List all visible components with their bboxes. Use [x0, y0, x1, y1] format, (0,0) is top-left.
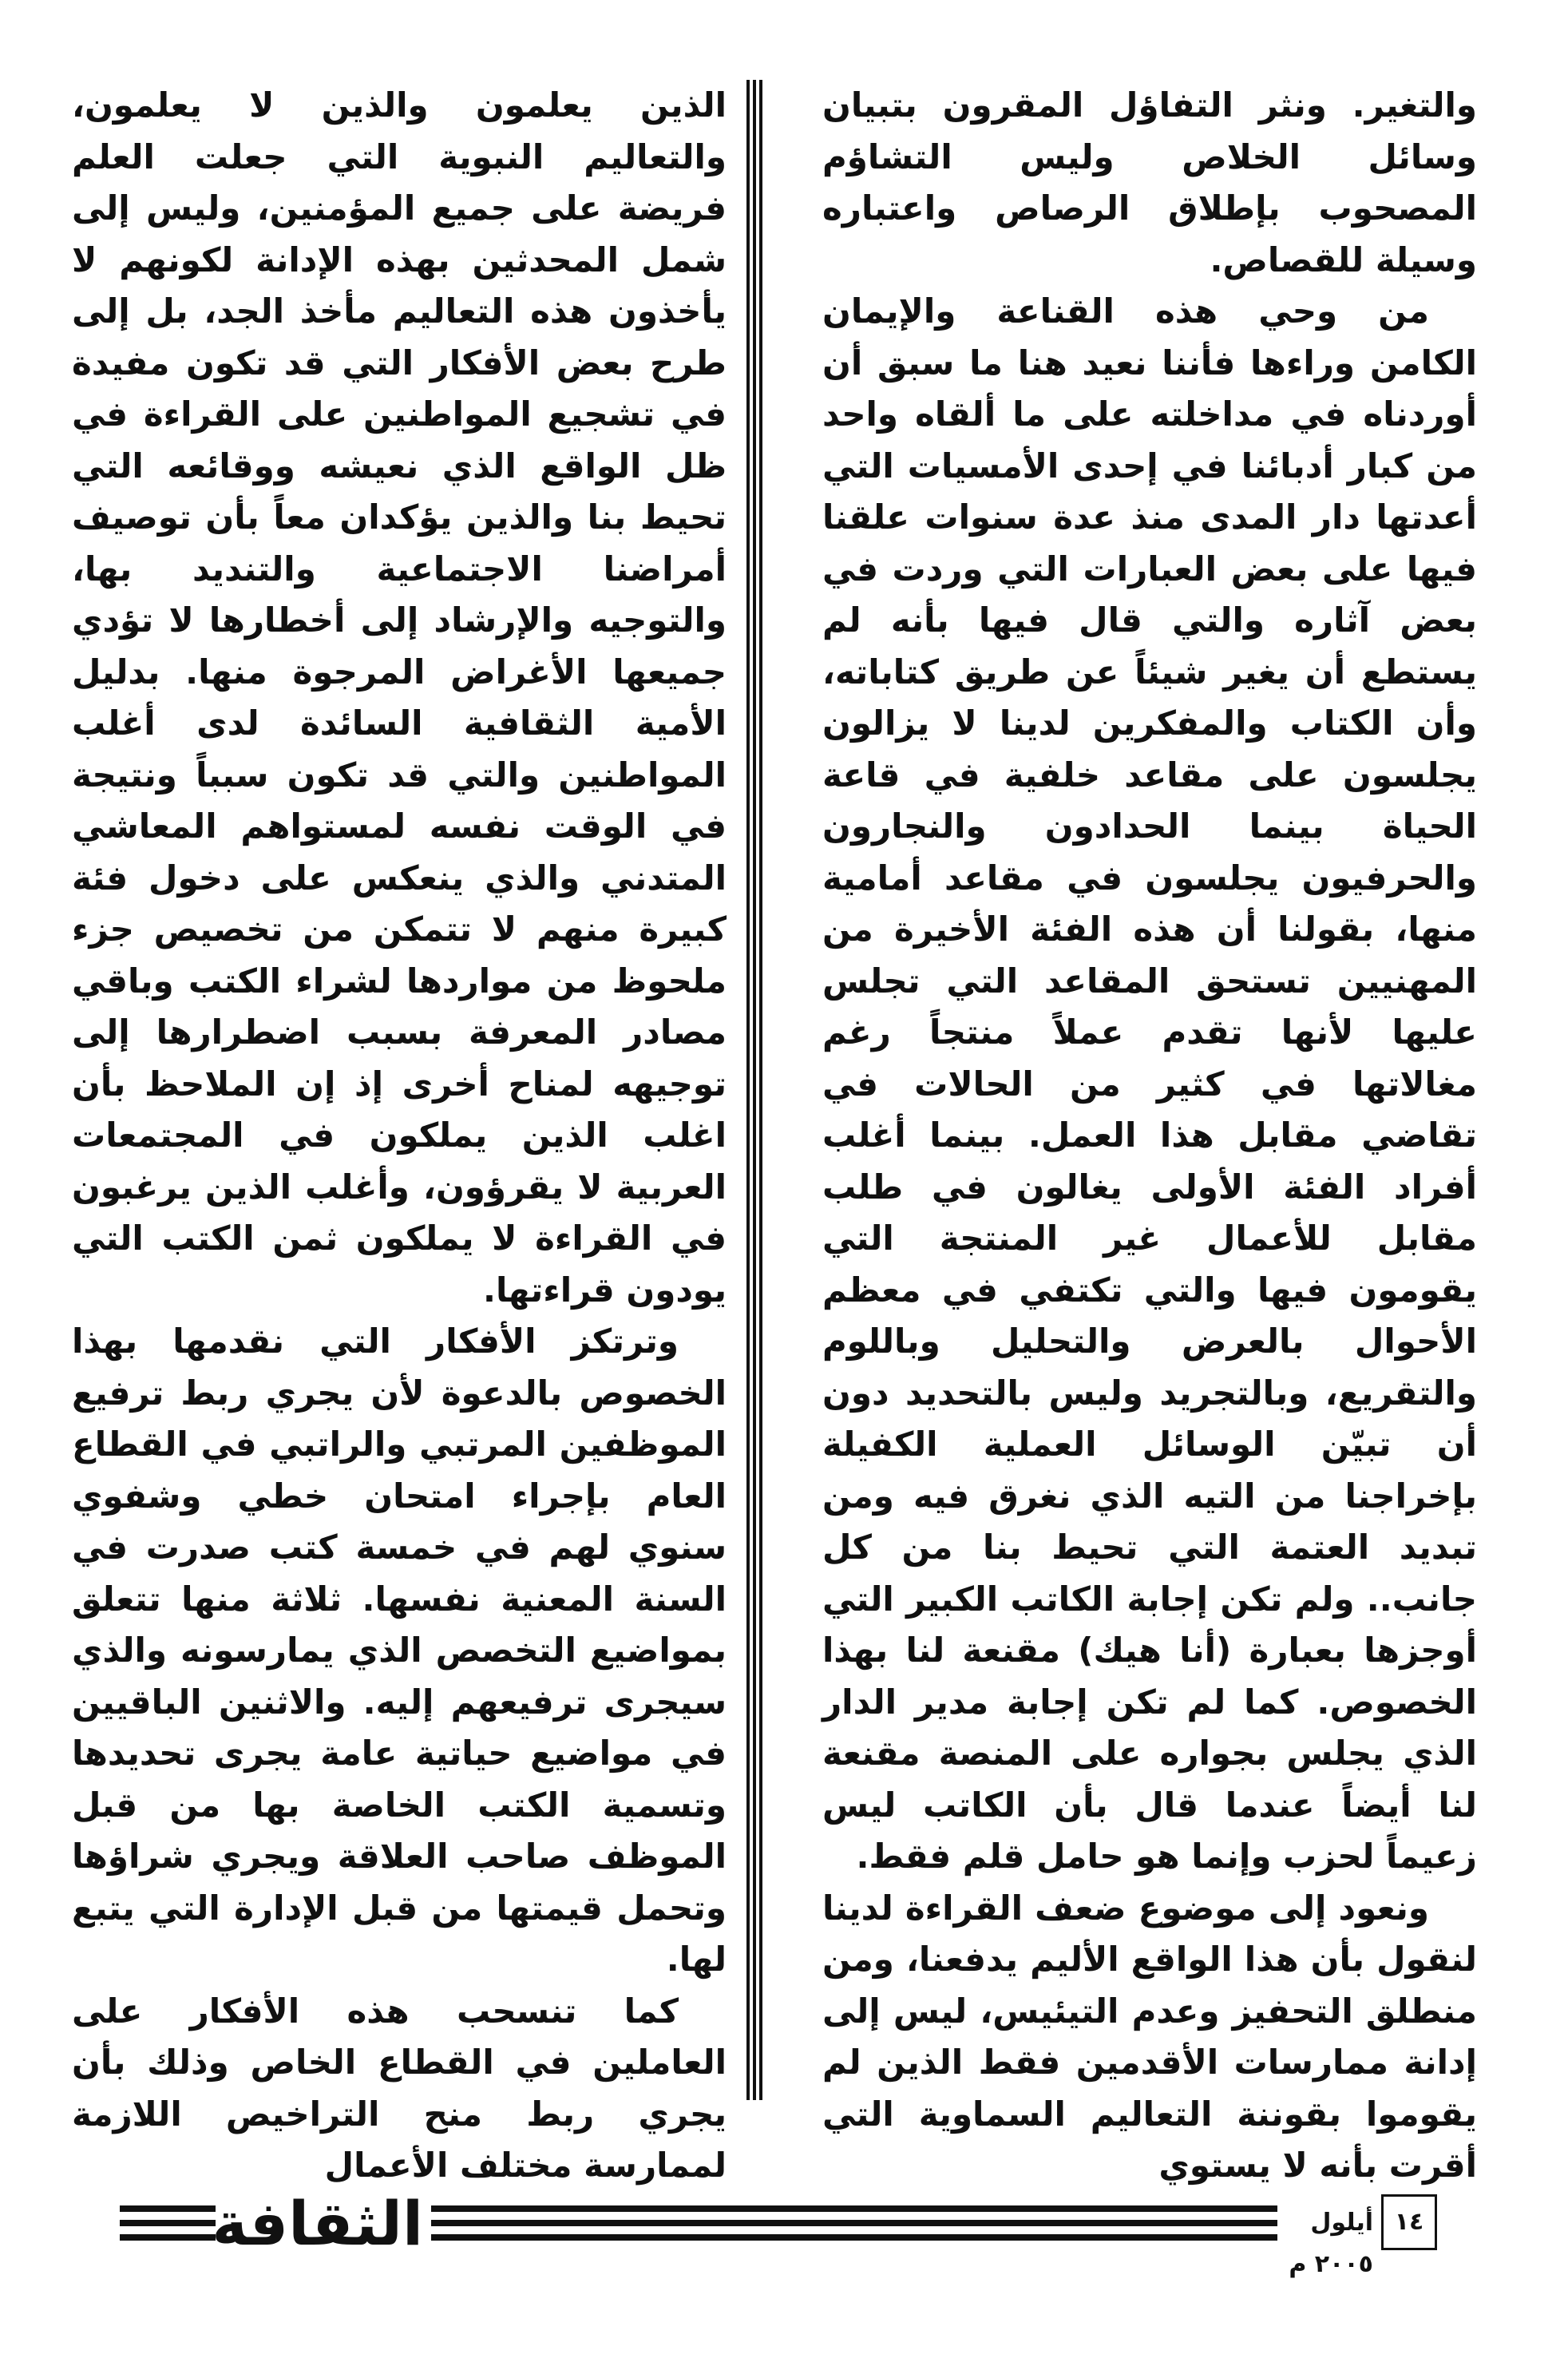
- paragraph: وترتكز الأفكار التي نقدمها بهذا الخصوص بالدعوة لأن يجري ربط ترفيع الموظفين المرتبي والراتبي في القطاع العام بإجراء امتحان خطي وشفوي سنوي لهم في خمسة كتب صدرت في السنة المعنية نفسها. ثلاثة منها تتعلق بمواضيع التخصص الذي يمارسونه والذي سيجرى ترفيعهم إليه. والاثنين الباقيين في مواضيع حياتية عامة يجرى تحديدها وتسمية الكتب الخاصة بها من قبل الموظف صاحب العلاقة ويجري شراؤها وتحمل قيمتها من قبل الإدارة التي يتبع لها.: [72, 1322, 727, 1979]
- footer-rule: [120, 2220, 216, 2226]
- footer-rule: [431, 2205, 1277, 2212]
- footer-rule: [120, 2205, 216, 2212]
- footer-rule: [431, 2234, 1277, 2241]
- issue-date: أيلول ٢٠٠٥ م: [1289, 2209, 1373, 2278]
- column-divider: [746, 80, 762, 2100]
- paragraph: والتغير. ونثر التفاؤل المقرون بتبيان وسائل الخلاص وليس التشاؤم المصحوب بإطلاق الرصاص واعتباره وسيلة للقصاص.: [822, 85, 1477, 279]
- paragraph: من وحي هذه القناعة والإيمان الكامن وراءها فأننا نعيد هنا ما سبق أن أوردناه في مداخلته على ما ألقاه واحد من كبار أدبائنا في إحدى الأمسيات التي أعدتها دار المدى منذ عدة سنوات علقنا فيها على بعض العبارات التي وردت في بعض آثاره والتي قال فيها بأنه لم يستطع أن يغير شيئاً عن طريق كتاباته، وأن الكتاب والمفكرين لدينا لا يزالون يجلسون على مقاعد خلفية في قاعة الحياة بينما الحدادون والنجارون والحرفيون يجلسون في مقاعد أمامية منها، بقولنا أن هذه الفئة الأخيرة من المهنيين تستحق المقاعد التي تجلس عليها لأنها تقدم عملاً منتجاً رغم مغالاتها في كثير من الحالات في تقاضي مقابل هذا العمل. بينما أغلب أفراد الفئة الأولى يغالون في طلب مقابل للأعمال غير المنتجة التي يقومون فيها والتي تكتفي في معظم الأحوال بالعرض والتحليل وباللوم والتقريع، وبالتجريد وليس بالتحديد دون أن تبيّن الوسائل العملية الكفيلة بإخراجنا من التيه الذي نغرق فيه ومن تبديد العتمة التي تحيط بنا من كل جانب.. ولم تكن إجابة الكاتب الكبير التي أوجزها بعبارة (أنا هيك) مقنعة لنا بهذا الخصوص. كما لم تكن إجابة مدير الدار الذي يجلس بجواره على المنصة مقنعة لنا أيضاً عندما قال بأن الكاتب ليس زعيماً لحزب وإنما هو حامل قلم فقط.: [822, 291, 1477, 1876]
- page-number: ١٤: [1381, 2194, 1437, 2250]
- page-footer: [120, 2188, 1469, 2278]
- article-column-left: [72, 80, 727, 2185]
- paragraph: ونعود إلى موضوع ضعف القراءة لدينا لنقول بأن هذا الواقع الأليم يدفعنا، ومن منطلق التحفيز وعدم التيئيس، ليس إلى إدانة ممارسات الأقدمين فقط الذين لم يقوموا بقوننة التعاليم السماوية التي أقرت بأنه لا يستوي: [822, 1888, 1477, 2185]
- footer-rule: [120, 2234, 216, 2241]
- article-column-right: [822, 80, 1477, 2185]
- magazine-logo: الثقافة: [212, 2188, 423, 2259]
- paragraph: الذين يعلمون والذين لا يعلمون، والتعاليم النبوية التي جعلت العلم فريضة على جميع المؤمنين، وليس إلى شمل المحدثين بهذه الإدانة لكونهم لا يأخذون هذه التعاليم مأخذ الجد، بل إلى طرح بعض الأفكار التي قد تكون مفيدة في تشجيع المواطنين على القراءة في ظل الواقع الذي نعيشه ووقائعه التي تحيط بنا والذين يؤكدان معاً بأن توصيف أمراضنا الاجتماعية والتنديد بها، والتوجيه والإرشاد إلى أخطارها لا تؤدي جميعها الأغراض المرجوة منها. بدليل الأمية الثقافية السائدة لدى أغلب المواطنين والتي قد تكون سبباً ونتيجة في الوقت نفسه لمستواهم المعاشي المتدني والذي ينعكس على دخول فئة كبيرة منهم لا تتمكن من تخصيص جزء ملحوظ من مواردها لشراء الكتب وباقي مصادر المعرفة بسبب اضطرارها إلى توجيهه لمناح أخرى إذ إن الملاحظ بأن اغلب الذين يملكون في المجتمعات العربية لا يقرؤون، وأغلب الذين يرغبون في القراءة لا يملكون ثمن الكتب التي يودون قراءتها.: [72, 85, 727, 1310]
- footer-rule: [431, 2220, 1277, 2226]
- paragraph: كما تنسحب هذه الأفكار على العاملين في القطاع الخاص وذلك بأن يجري ربط منح التراخيص اللازمة لممارسة مختلف الأعمال: [72, 1991, 727, 2185]
